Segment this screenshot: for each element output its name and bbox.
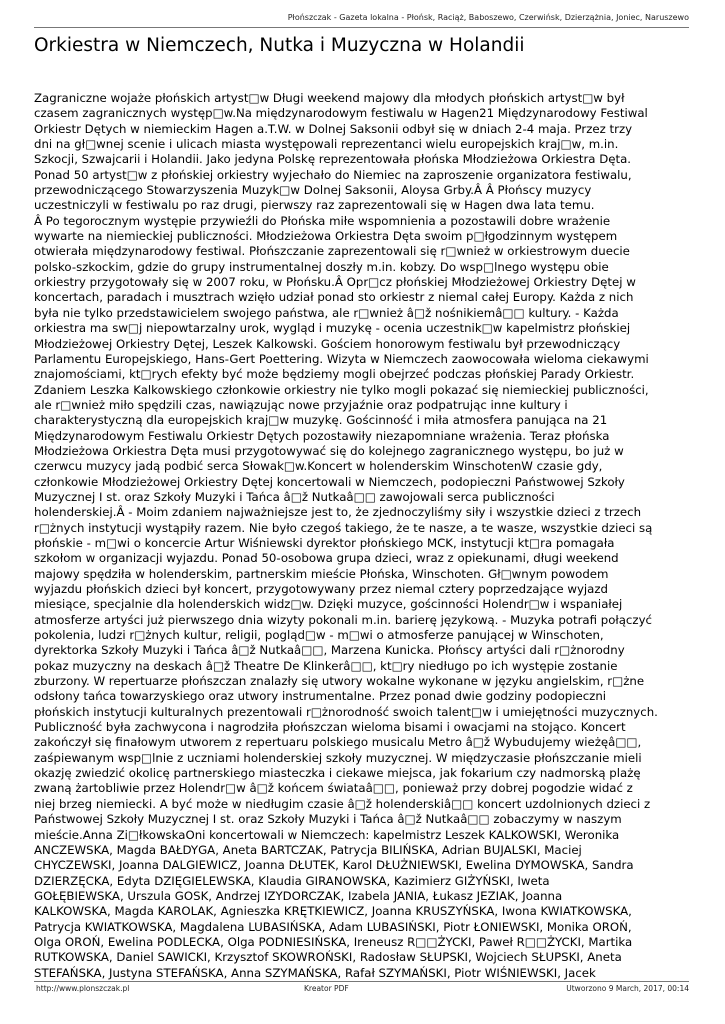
footer-url: http://www.plonszczak.pl — [36, 984, 130, 993]
footer-created-date: Utworzono 9 March, 2017, 00:14 — [566, 984, 689, 993]
running-header: Płońszczak - Gazeta lokalna - Płońsk, Raciąż, Baboszewo, Czerwińsk, Dzierzążnia, Joniec, Naruszewo — [287, 13, 689, 22]
article-body: Zagraniczne wojaże płońskich artyst□w Długi weekend majowy dla młodych płońskich artyst□w był czasem zagranicznych występ□w.Na międzynarodowym festiwalu w Hagen21 Międzynarodowy Festiwal Orkiestr Dętych w niemieckim Hagen a.T.W. w Dolnej Saksonii odbył się w dniach 2-4 maja. Przez trzy dni na gł□wnej scenie i ulicach miasta występowali reprezentanci wielu europejskich kraj□w, m.in. Szkocji, Szwajcarii i Holandii. Jako jedyna Polskę reprezentowała płońska Młodzieżowa Orkiestra Dęta. Ponad 50 artyst□w z płońskiej orkiestry wyjechało do Niemiec na zaproszenie organizatora festiwalu, przewodniczącego Stowarzyszenia Muzyk□w Dolnej Saksonii, Aloysa Grby.Â Â Płońscy muzycy uczestniczyli w festiwalu po raz drugi, pierwszy raz zaprezentowali się w Hagen dwa lata temu. Â Po tegorocznym występie przywieźli do Płońska miłe wspomnienia a pozostawili dobre wrażenie wywarte na niemieckiej publiczności. Młodzieżowa Orkiestra Dęta swoim p□łgodzinnym występem otwierała międzynarodowy festiwal. Płońszczanie zaprezentowali się r□wnież w orkiestrowym duecie polsko-szkockim, gdzie do grupy instrumentalnej doszły m.in. kobzy. Do wsp□lnego występu obie orkiestry przygotowały się w 2007 roku, w Płońsku.Â Opr□cz płońskiej Młodzieżowej Orkiestry Dętej w koncertach, paradach i musztrach wzięło udział ponad sto orkiestr z niemal całej Europy. Każda z nich była nie tylko przedstawicielem swojego państwa, ale r□wnież â□ž nośnikiemâ□□ kultury. - Każda orkiestra ma sw□j niepowtarzalny urok, wygląd i muzykę - ocenia uczestnik□w kapelmistrz płońskiej Młodzieżowej Orkiestry Dętej, Leszek Kalkowski. Gościem honorowym festiwalu był przewodniczący Parlamentu Europejskiego, Hans-Gert Poettering. Wizyta w Niemczech zaowocowała wieloma ciekawymi znajomościami, kt□rych efekty być może będziemy mogli obejrzeć podczas płońskiej Parady Orkiestr. Zdaniem Leszka Kalkowskiego członkowie orkiestry nie tylko mogli pokazać się niemieckiej publiczności, ale r□wnież miło spędzili czas, nawiązując nowe przyjaźnie oraz podpatrując inne kultury i charakterystyczną dla europejskich kraj□w muzykę. Gościnność i miła atmosfera panująca na 21 Międzynarodowym Festiwalu Orkiestr Dętych pozostawiły niezapomniane wrażenia. Teraz płońska Młodzieżowa Orkiestra Dęta musi przygotowywać się do kolejnego zagranicznego występu, bo już w czerwcu muzycy jadą podbić serca Słowak□w.Koncert w holenderskim WinschotenW czasie gdy, członkowie Młodzieżowej Orkiestry Dętej koncertowali w Niemczech, podopieczni Państwowej Szkoły Muzycznej I st. oraz Szkoły Muzyki i Tańca â□ž Nutkaâ□□ zawojowali serca publiczności holenderskiej.Â - Moim zdaniem najważniejsze jest to, że zjednoczyliśmy siły i wszystkie dzieci z trzech r□żnych instytucji wystąpiły razem. Nie było czegoś takiego, że te nasze, a te wasze, wszystkie dzieci są płońskie - m□wi o koncercie Artur Wiśniewski dyrektor płońskiego MCK, instytucji kt□ra pomagała szkołom w organizacji wyjazdu. Ponad 50-osobowa grupa dzieci, wraz z opiekunami, długi weekend majowy spędziła w holenderskim, partnerskim mieście Płońska, Winschoten. Gł□wnym powodem wyjazdu płońskich dzieci był koncert, przygotowywany przez niemal cztery poprzedzające wyjazd miesiące, specjalnie dla holenderskich widz□w. Dzięki muzyce, gościnności Holendr□w i wspaniałej atmosferze artyści już pierwszego dnia wizyty pokonali m.in. barierę językową. - Muzyka potrafi połączyć pokolenia, ludzi r□żnych kultur, religii, pogląd□w - m□wi o atmosferze panującej w Winschoten, dyrektorka Szkoły Muzyki i Tańca â□ž Nutkaâ□□, Marzena Kunicka. Płońscy artyści dali r□żnorodny pokaz muzyczny na deskach â□ž Theatre De Klinkerâ□□, kt□ry niedługo po ich występie zostanie zburzony. W repertuarze płońszczan znalazły się utwory wokalne wykonane w języku angielskim, r□żne odsłony tańca towarzyskiego oraz utwory instrumentalne. Przez ponad dwie godziny podopieczni płońskich instytucji kulturalnych prezentowali r□żnorodność swoich talent□w i umiejętności muzycznych. Publiczność była zachwycona i nagrodziła płońszczan wieloma bisami i owacjami na stojąco. Koncert zakończył się finałowym utworem z repertuaru polskiego musicalu Metro â□ž Wybudujemy wieżęâ□□, zaśpiewanym wsp□lnie z uczniami holenderskiej szkoły muzycznej. W międzyczasie płońszczanie mieli okazję zwiedzić okolicę partnerskiego miasteczka i ciekawe miejsca, jak fokarium czy nadmorską plażę zwaną żartobliwie przez Holendr□w â□ž końcem świataâ□□, ponieważ przy dobrej pogodzie widać z niej brzeg niemiecki. A być może w niedługim czasie â□ž holenderskiâ□□ koncert uzdolnionych dzieci z Państwowej Szkoły Muzycznej I st. oraz Szkoły Muzyki i Tańca â□ž Nutkaâ□□ zobaczymy w naszym mieście.Anna Zi□łkowskaOni koncertowali w Niemczech: kapelmistrz Leszek KALKOWSKI, Weronika ANCZEWSKA, Magda BAŁDYGA, Aneta BARTCZAK, Patrycja BILIŃSKA, Adrian BUJALSKI, Maciej CHYCZEWSKI, Joanna DALGIEWICZ, Joanna DŁUTEK, Karol DŁUŻNIEWSKI, Ewelina DYMOWSKA, Sandra DZIERZĘCKA, Edyta DZIĘGIELEWSKA, Klaudia GIRANOWSKA, Kazimierz GIŻYŃSKI, Iweta GOŁĘBIEWSKA, Urszula GOSK, Andrzej IZYDORCZAK, Izabela JANIA, Łukasz JEZIAK, Joanna KALKOWSKA, Magda KAROLAK, Agnieszka KRĘTKIEWICZ, Joanna KRUSZYŃSKA, Iwona KWIATKOWSKA, Patrycja KWIATKOWSKA, Magdalena LUBASIŃSKA, Adam LUBASIŃSKI, Piotr ŁONIEWSKI, Monika OROŃ, Olga OROŃ, Ewelina PODLECKA, Olga PODNIESIŃSKA, Ireneusz R□□ŻYCKI, Paweł R□□ŻYCKI, Martika RUTKOWSKA, Daniel SAWICKI, Krzysztof SKOWROŃSKI, Radosław SŁUPSKI, Wojciech SŁUPSKI, Aneta STEFAŃSKA, Justyna STEFAŃSKA, Anna SZYMAŃSKA, Rafał SZYMAŃSKI, Piotr WIŚNIEWSKI, Jacek — [34, 91, 658, 980]
footer-generator: Kreator PDF — [304, 984, 349, 993]
article-title: Orkiestra w Niemczech, Nutka i Muzyczna w Holandii — [34, 35, 525, 56]
page-footer — [34, 984, 689, 996]
footer-divider — [34, 981, 689, 982]
header-divider — [34, 27, 689, 28]
